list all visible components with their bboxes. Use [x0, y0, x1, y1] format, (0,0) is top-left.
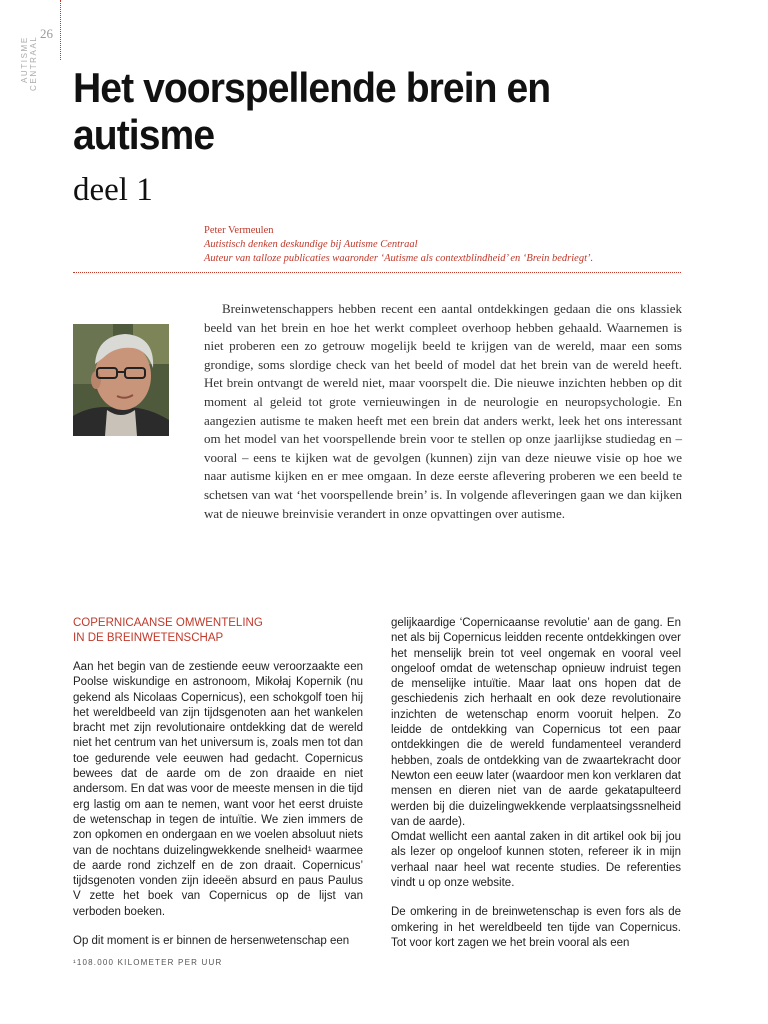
article-title: Het voorspellende brein en autisme	[73, 64, 551, 158]
footnote: ¹108.000 KILOMETER PER UUR	[73, 958, 223, 967]
author-byline	[204, 224, 704, 266]
page-number: 26	[40, 26, 53, 41]
running-head: AUTISME CENTRAAL	[20, 36, 38, 92]
body-paragraph: gelijkaardige ‘Copernicaanse revolutie’ aan de gang. En net als bij Copernicus leidden recente ontdekkingen over het menselijk brein tot veel ongemak en vooral veel ongeloof omdat de wetenschap opnieuw indruist tegen de menselijke intuïtie. Maar laat ons hopen dat de geschiedenis zich herhaalt en ook deze revolutionaire inzichten de wetenschap enorm vooruit helpen. Zo leidde de ontdekking van Copernicus tot een paar ontdekkingen die de wereld fundamenteel veranderd hebben, zoals de ontdekking van de zwaartekracht door Newton een eeuw later (waardoor men kon verklaren dat mensen en dieren niet van de aarde gekatapulteerd werden bij die duizelingwekkende verplaatsingssnelheid van de aarde).	[391, 617, 681, 828]
author-photo	[73, 324, 169, 436]
author-role: Autistisch denken deskundige bij Autisme Centraal	[204, 239, 418, 250]
body-column-right	[391, 616, 681, 951]
body-paragraph: De omkering in de breinwetenschap is even fors als de omkering in het wereldbeeld ten tijde van Copernicus. Tot voor kort zagen we het brein vooral als een	[391, 906, 681, 949]
article-intro: Breinwetenschappers hebben recent een aantal ontdekkingen gedaan die ons klassiek beeld van het brein en hoe het werkt compleet overhoop hebben gehaald. Waarnemen is niet proberen een zo getrouw mogelijk beeld te krijgen van de wereld, maar een soms grondige, soms slordige check van het beeld of model dat het brein van de wereld heeft. Het brein ontvangt de wereld niet, maar voorspelt die. Die nieuwe inzichten hebben op dit moment al geleid tot grote vernieuwingen in de neurologie en neuropsychologie. En aangezien autisme te maken heeft met een brein dat anders werkt, leek het ons interessant om het model van het voorspellende brein voor te stellen op onze jaarlijkse studiedag en – vooral – eens te kijken wat de gevolgen (kunnen) zijn van deze nieuwe visie op hoe we naar autisme kijken en er mee omgaan. In deze eerste aflevering proberen we een beeld te schetsen van wat ‘het voorspellende brein’ is. In volgende afleveringen gaan we dan kijken wat de nieuwe breinvisie verandert in onze opvattingen over autisme.	[204, 301, 682, 521]
author-portrait-illustration	[73, 324, 169, 436]
author-name: Peter Vermeulen	[204, 225, 274, 236]
author-publications: Auteur van talloze publicaties waaronder ‘Autisme als contextblindheid’ en ‘Brein bedriegt’.	[204, 253, 594, 264]
section-heading-line-2: IN DE BREINWETENSCHAP	[73, 632, 224, 644]
body-paragraph: Omdat wellicht een aantal zaken in dit artikel ook bij jou als lezer op ongeloof kunnen stoten, refereer ik in mijn verhaal naar heel wat recente studies. De referenties vindt u op onze website.	[391, 831, 681, 890]
section-heading	[73, 616, 363, 646]
body-column-left	[73, 616, 363, 949]
body-paragraph: Op dit moment is er binnen de hersenwetenschap een	[73, 935, 350, 948]
byline-divider	[73, 272, 681, 273]
article-subtitle: deel 1	[73, 172, 153, 208]
top-margin-rule	[60, 0, 61, 60]
body-paragraph: Aan het begin van de zestiende eeuw veroorzaakte een Poolse wiskundige en astronoom, Mikołaj Kopernik (nu gekend als Nicolaas Copernicus), een schokgolf toen hij het wereldbeeld van zijn tijdsgenoten aan het wankelen bracht met zijn revolutionaire ontdekking dat de wereld niet het centrum van het universum is, zoals men tot dan toe gedurende vele eeuwen had gedacht. Copernicus bewees dat de aarde om de zon draaide en niet andersom. En dat was voor de meeste mensen in die tijd erg lastig om aan te nemen, want voor het eerst druiste de wetenschap in tegen de intuïtie. We zien immers de zon opkomen en ondergaan en we voelen absoluut niets van de nochtans duizelingwekkende snelheid¹ waarmee de aarde rond zichzelf en de zon draait. Copernicus’ tijdsgenoten vonden zijn ideeën absurd en paus Paulus V zette het boek van Copernicus op de lijst van verboden boeken.	[73, 661, 363, 918]
section-heading-line-1: COPERNICAANSE OMWENTELING	[73, 617, 263, 629]
